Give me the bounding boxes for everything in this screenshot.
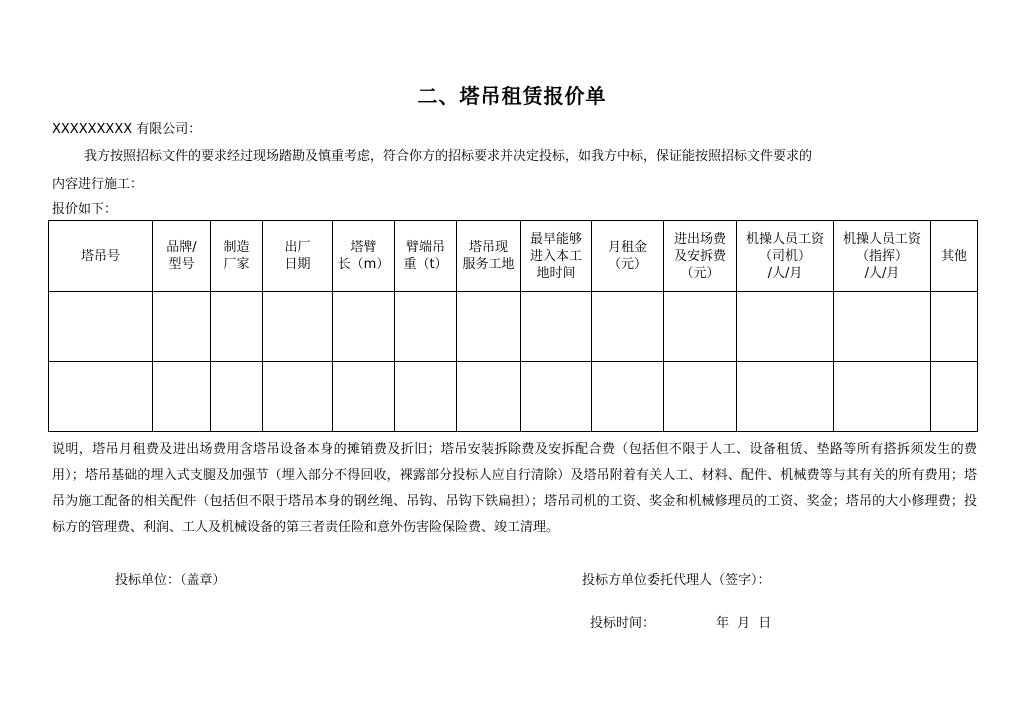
table-cell[interactable] xyxy=(834,362,931,432)
intro-line-2: 内容进行施工： xyxy=(52,177,144,192)
table-cell[interactable] xyxy=(664,292,737,362)
quotation-table xyxy=(48,220,978,432)
header-monthly-rent: 月租金 （元） xyxy=(592,221,664,292)
table-cell[interactable] xyxy=(333,292,395,362)
table-cell[interactable] xyxy=(263,292,333,362)
table-cell[interactable] xyxy=(333,362,395,432)
addressee-line: XXXXXXXXX 有限公司： xyxy=(52,122,202,137)
table-cell[interactable] xyxy=(211,362,263,432)
bidder-unit-seal-label: 投标单位：（盖章） xyxy=(115,573,226,588)
table-cell[interactable] xyxy=(521,362,592,432)
table-cell[interactable] xyxy=(49,362,153,432)
table-cell[interactable] xyxy=(737,292,834,362)
table-cell[interactable] xyxy=(457,362,521,432)
agent-signature-label: 投标方单位委托代理人（签字）： xyxy=(582,573,771,588)
table-cell[interactable] xyxy=(737,362,834,432)
header-brand-model: 品牌/ 型号 xyxy=(153,221,211,292)
header-other: 其他 xyxy=(931,221,978,292)
document-title: 二、塔吊租赁报价单 xyxy=(417,84,607,108)
table-cell[interactable] xyxy=(263,362,333,432)
table-cell[interactable] xyxy=(521,292,592,362)
header-tip-load: 臂端吊 重（t） xyxy=(395,221,457,292)
table-cell[interactable] xyxy=(211,292,263,362)
table-cell[interactable] xyxy=(457,292,521,362)
bid-time-label: 投标时间： xyxy=(590,616,656,631)
intro-line-1: 我方按照招标文件的要求经过现场踏勘及慎重考虑，符合你方的招标要求并决定投标，如我方中标，保证能按照招标文件要求的 xyxy=(84,149,813,164)
table-cell[interactable] xyxy=(153,362,211,432)
quote-label: 报价如下： xyxy=(52,202,118,217)
table-cell[interactable] xyxy=(931,292,978,362)
table-cell[interactable] xyxy=(592,362,664,432)
table-cell[interactable] xyxy=(834,292,931,362)
table-cell[interactable] xyxy=(931,362,978,432)
header-manufacturer: 制造 厂家 xyxy=(211,221,263,292)
bid-date-placeholder: 年 月 日 xyxy=(716,616,772,631)
header-boom-length: 塔臂 长（m） xyxy=(333,221,395,292)
table-cell[interactable] xyxy=(664,362,737,432)
table-cell[interactable] xyxy=(49,292,153,362)
header-current-site: 塔吊现 服务工地 xyxy=(457,221,521,292)
header-install-fee: 进出场费 及安拆费 （元） xyxy=(664,221,737,292)
table-row xyxy=(49,362,978,432)
header-driver-wage: 机操人员工资 （司机） /人/月 xyxy=(737,221,834,292)
table-cell[interactable] xyxy=(592,292,664,362)
header-tower-crane-no: 塔吊号 xyxy=(49,221,153,292)
table-cell[interactable] xyxy=(153,292,211,362)
explanatory-note: 说明，塔吊月租费及进出场费用含塔吊设备本身的摊销费及折旧；塔吊安装拆除费及安拆配合费（包括但不限于人工、设备租赁、垫路等所有搭拆须发生的费用）；塔吊基础的埋入式支腿及加强节（埋入部分不得回收，裸露部分投标人应自行清除）及塔吊附着有关人工、材料、配件、机械费等与其有关的所有费用；塔吊为施工配备的相关配件（包括但不限于塔吊本身的钢丝绳、吊钩、吊钩下铁扁担）；塔吊司机的工资、奖金和机械修理员的工资、奖金；塔吊的大小修理费；投标方的管理费、利润、工人及机械设备的第三者责任险和意外伤害险保险费、竣工清理。 xyxy=(52,442,977,535)
table-row xyxy=(49,292,978,362)
table-cell[interactable] xyxy=(395,292,457,362)
table-cell[interactable] xyxy=(395,362,457,432)
header-earliest-entry: 最早能够 进入本工 地时间 xyxy=(521,221,592,292)
header-production-date: 出厂 日期 xyxy=(263,221,333,292)
table-header-row xyxy=(49,221,978,292)
header-signaler-wage: 机操人员工资 （指挥） /人/月 xyxy=(834,221,931,292)
